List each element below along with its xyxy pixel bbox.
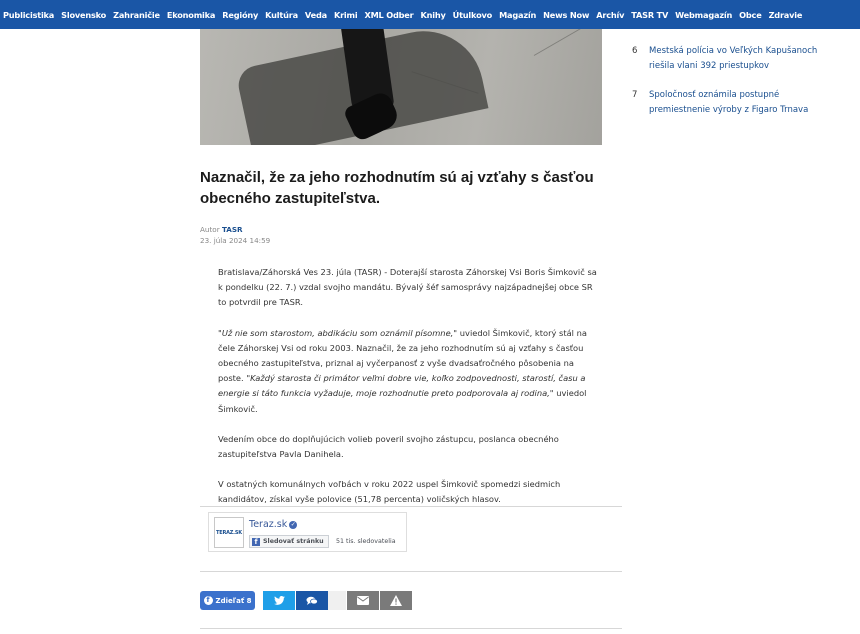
author-label: Autor [200,225,220,234]
page-logo[interactable]: TERAZ.SK [214,517,244,548]
facebook-page-widget[interactable] [208,512,407,552]
divider [200,571,622,572]
report-error-button[interactable] [380,591,412,610]
followers-count: 51 tis. sledovatelia [336,538,396,545]
sidebar-list [632,44,832,132]
author-link[interactable]: TASR [221,225,243,234]
paragraph: Vedením obce do doplňujúcich volieb poveril svojho zástupcu, poslanca obecného zastupiteľstva Pavla Danihela. [218,433,559,460]
nav-slovensko[interactable]: Slovensko [61,9,107,20]
list-item[interactable] [632,44,832,74]
nav-krimi[interactable]: Krimi [333,9,358,20]
email-share-button[interactable] [347,591,379,610]
paragraph [218,326,602,417]
page-name-link[interactable] [249,519,297,530]
nav-webmagazin[interactable]: Webmagazín [675,9,733,20]
quote: "Každý starosta či primátor veľmi dobre vie, koľko zodpovednosti, starostí, času a energie si táto funkcia vyžaduje, moje rozhodnutie preto podporovala aj rodina," [218,373,586,399]
nav-kultura[interactable]: Kultúra [265,9,298,20]
item-link[interactable]: Spoločnosť oznámila postupné premiestnenie výroby z Figaro Trnava [649,90,809,115]
nav-knihy[interactable]: Knihy [420,9,446,20]
nav-zahranicie[interactable]: Zahraničie [113,9,160,20]
nav-xml-odber[interactable]: XML Odber [364,9,414,20]
twitter-share-button[interactable] [263,591,295,610]
warning-icon [390,595,402,606]
nav-publicistika[interactable]: Publicistika [3,9,55,20]
nav-news-now[interactable]: News Now [543,9,590,20]
share-label: Zdieľať 8 [215,596,252,605]
nav-regiony[interactable]: Regióny [222,9,259,20]
article-body [218,265,602,523]
divider [200,506,622,507]
article-perex: Naznačil, že za jeho rozhodnutím sú aj vzťahy s časťou obecného zastupiteľstva. [200,169,594,207]
nav-utulkovo[interactable]: Útulkovo [452,9,493,20]
facebook-icon: f [204,596,213,605]
comments-icon [306,596,318,606]
nav-magazin[interactable]: Magazín [499,9,537,20]
follow-label: Sledovať stránku [263,538,324,545]
item-number: 7 [632,90,638,100]
page-name[interactable]: Teraz.sk [249,519,288,530]
nav-obce[interactable]: Obce [739,9,762,20]
paragraph: Bratislava/Záhorská Ves 23. júla (TASR) - Doterajší starosta Záhorskej Vsi Boris Šimkovič sa k pondelku (22. 7.) vzdal svojho mandátu. Bývalý šéf samosprávy najzápadnejšej obce SR to potvrdil pre TASR. [218,267,597,308]
nav-tasr-tv[interactable]: TASR TV [631,9,669,20]
item-link[interactable]: Mestská polícia vo Veľkých Kapušanoch riešila vlani 392 priestupkov [649,46,818,71]
list-item[interactable] [632,88,832,118]
mail-icon [357,596,369,605]
comments-button[interactable] [296,591,328,610]
publish-date: 23. júla 2024 14:59 [200,236,271,245]
quote: "Už nie som starostom, abdikáciu som oznámil písomne," [218,327,458,338]
twitter-icon [274,596,285,605]
paragraph-text: uviedol Šimkovič, ktorý stál na čele Záhorskej Vsi od roku 2003. Naznačil, že za jeho rozhodnutím sú aj vzťahy s časťou obecného zastupiteľstva, priznal aj vyčerpanosť z vyše dvadsaťročného pôsobenia na poste. [218,327,587,384]
facebook-icon: f [252,538,260,546]
nav-zdravie[interactable]: Zdravie [768,9,803,20]
verified-icon: ✓ [290,521,296,528]
nav-veda[interactable]: Veda [304,9,327,20]
article-meta [200,224,270,246]
item-number: 6 [632,46,638,56]
paragraph: V ostatných komunálnych voľbách v roku 2022 uspel Šimkovič spomedzi siedmich kandidátov, získal vyše polovice (51,78 percenta) voličských hlasov. [218,479,561,505]
follow-page-button[interactable] [249,535,329,548]
paragraph-text: uviedol Šimkovič. [218,388,587,414]
nav-archiv[interactable]: Archív [596,9,625,20]
nav-ekonomika[interactable]: Ekonomika [166,9,216,20]
empty-share-slot [328,591,346,610]
facebook-share-button[interactable] [200,591,255,610]
divider [200,628,622,629]
main-navigation [0,0,860,29]
